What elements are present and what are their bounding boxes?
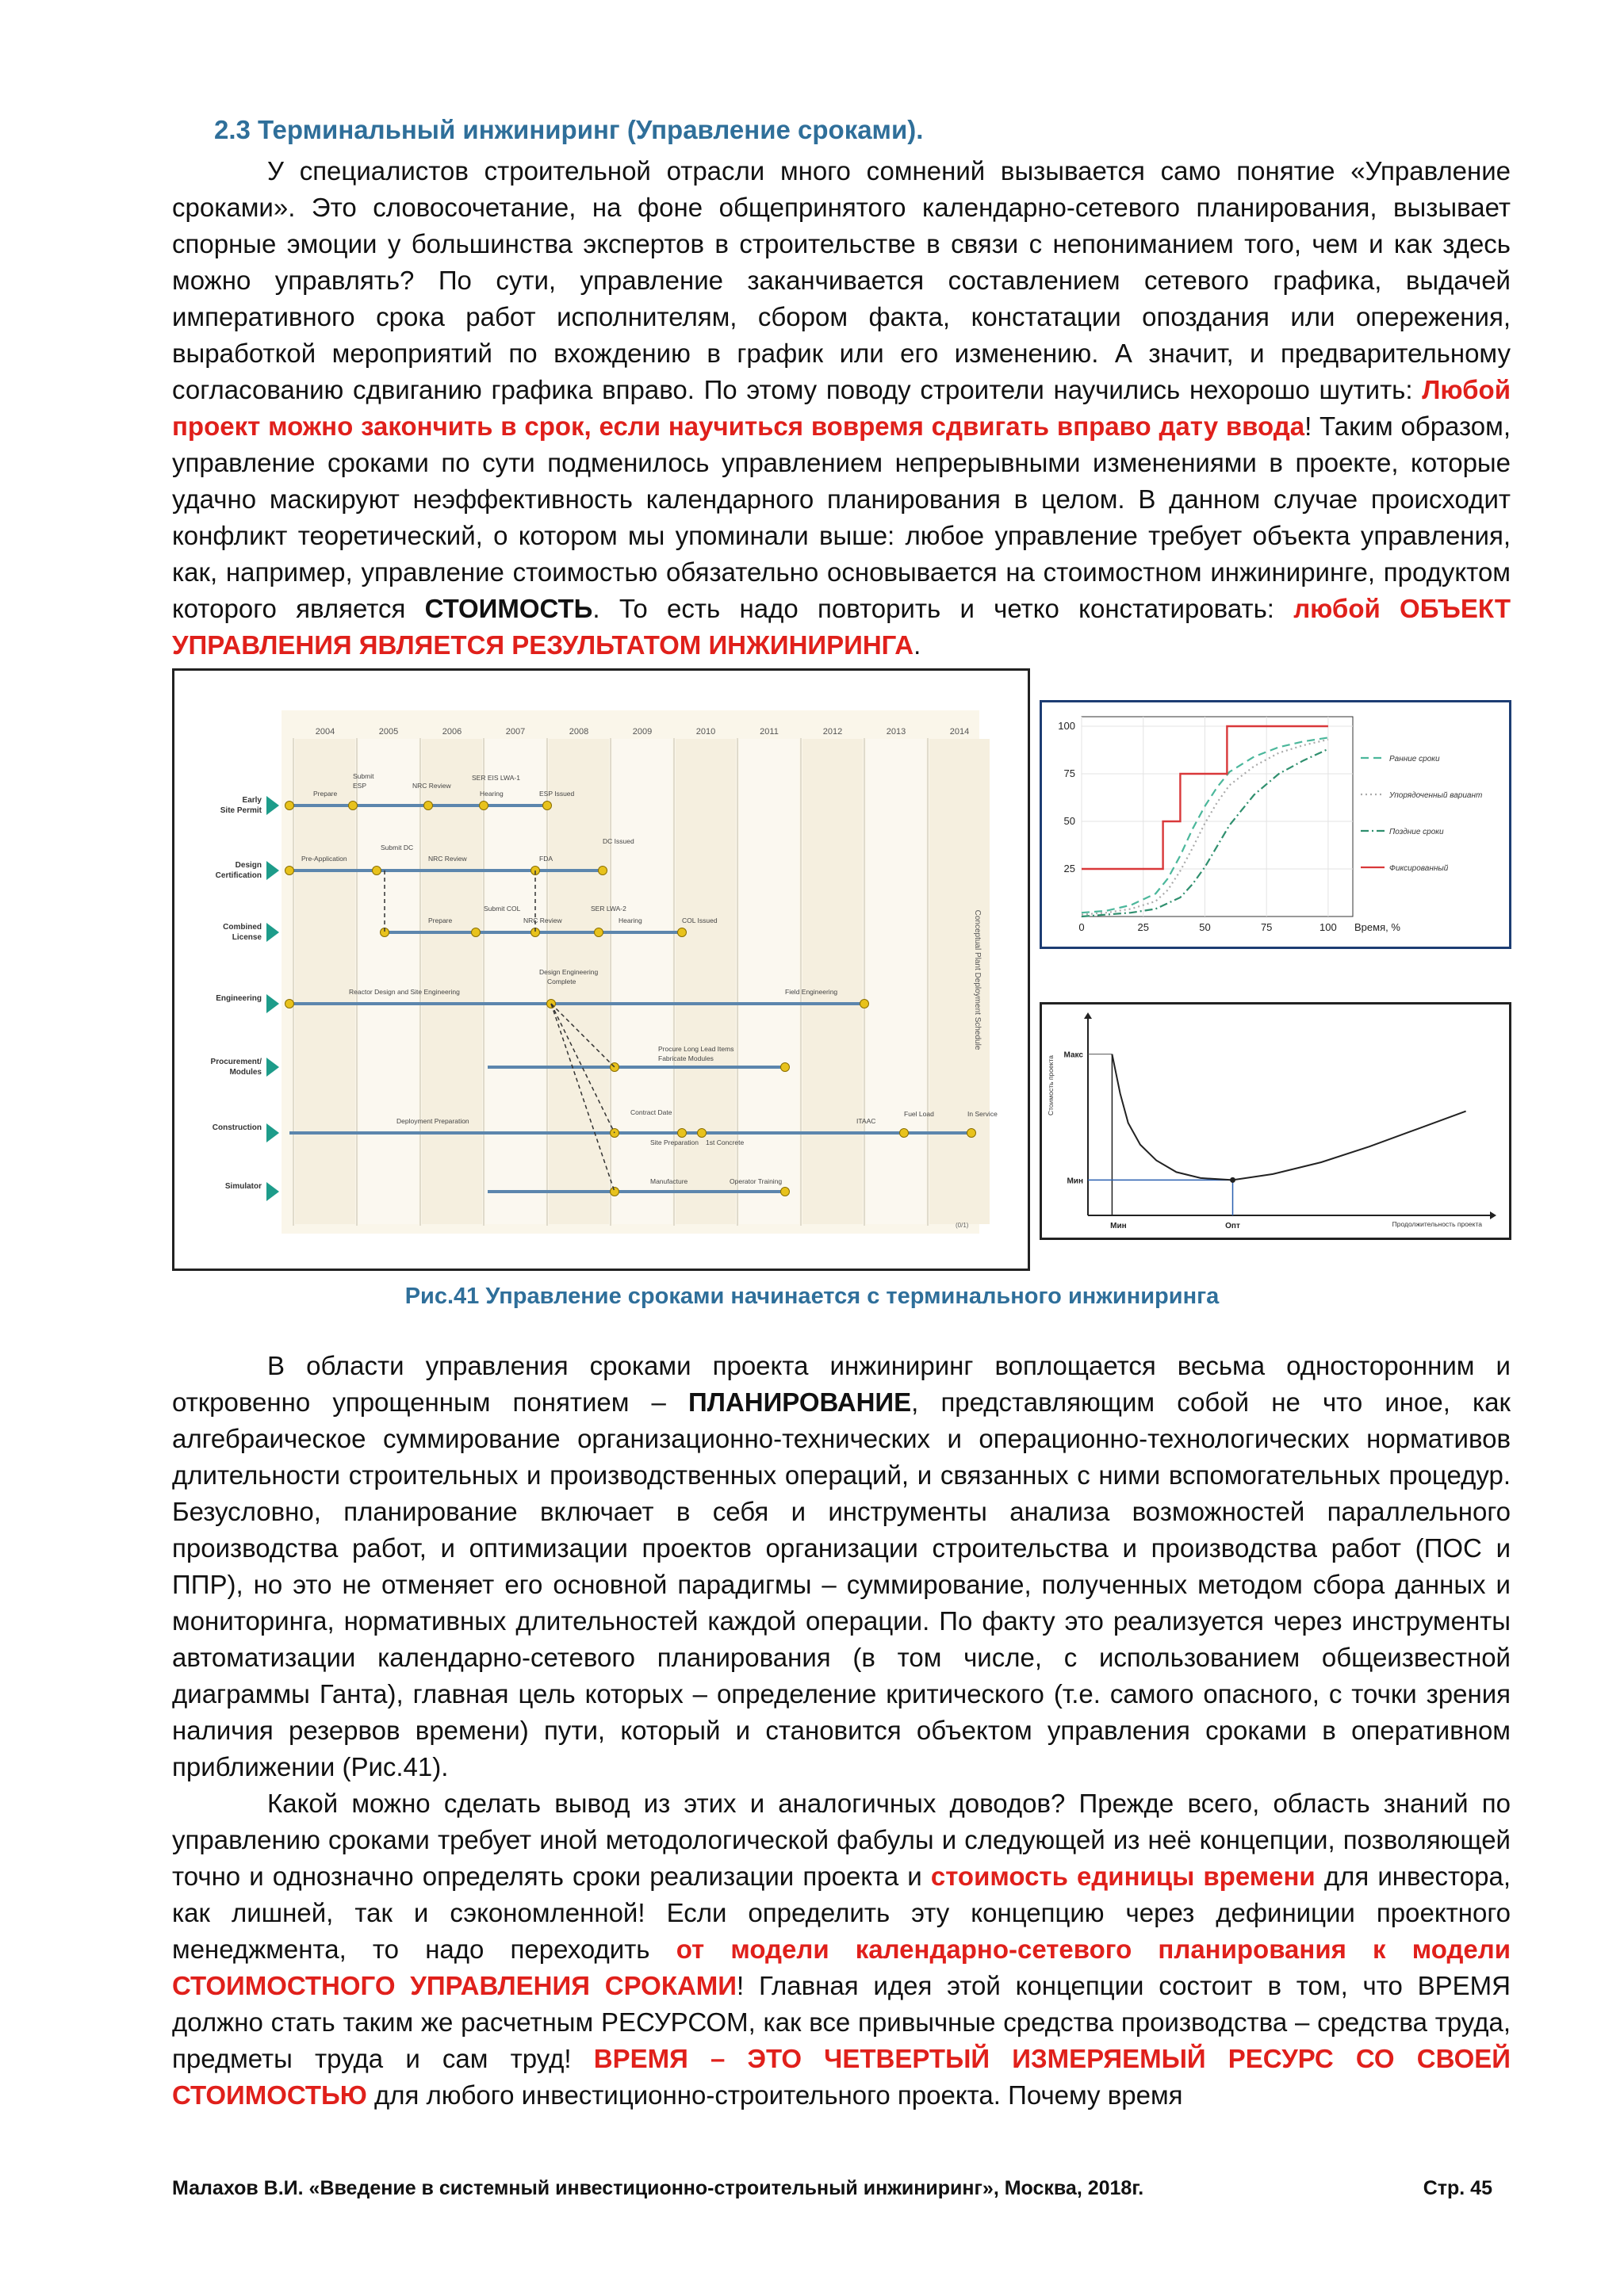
figure-gantt-schedule [172,668,1030,1271]
gantt-annotation: Hearing [619,916,642,924]
gantt-year-label: 2004 [315,727,335,737]
gantt-annotation: Contract Date [630,1108,672,1116]
gantt-annotation: NRC Review [523,916,562,924]
gantt-annotation: Fuel Load [904,1110,934,1118]
s-curve-chart [1042,702,1509,947]
p3-run-0: Какой можно сделать вывод из этих и аналогичных доводов? Прежде всего, область знаний по управлению сроками требует иной методологической фабулы и следующей из неё концепции, позволяющей точно и однозначно определять сроки реализации проекта и [172,1789,1511,1891]
gantt-row-label: Engineering [216,994,262,1003]
gantt-row-arrow-icon [266,923,279,942]
gantt-row-label: Modules [229,1068,262,1077]
gantt-year-label: 2005 [378,727,399,737]
gantt-milestone [698,1129,707,1138]
scurve-y-tick: 100 [1058,720,1075,732]
figure-s-curves [1040,700,1511,949]
gantt-milestone [543,802,552,810]
p3-run-5: ВРЕМЯ – ЭТО ЧЕТВЕРТЫЙ ИЗМЕРЯЕМЫЙ РЕСУРС СО СВОЕЙ СТОИМОСТЬЮ [172,2044,1511,2110]
gantt-year-band [866,739,926,1224]
gantt-milestone [373,867,381,875]
gantt-annotation: FDA [539,855,553,863]
scurve-x-tick: 50 [1199,921,1211,933]
p3-run-6: для любого инвестиционно-строительного проекта. Почему время [366,2080,1183,2110]
gantt-corner-note: (0/1) [956,1222,969,1229]
gantt-annotation: Design Engineering [539,968,599,976]
gantt-year-label: 2007 [505,727,526,737]
gantt-annotation: SER EIS LWA-1 [472,774,520,782]
scurve-x-tick: 100 [1320,921,1337,933]
gantt-year-band [802,739,863,1224]
gantt-row-label: Simulator [224,1182,262,1191]
gantt-row-label: Site Permit [220,806,262,815]
p3-run-2: для инвестора, как лишней, так и сэкономленной! Если определить эту концепцию через дефиниции проектного менеджмента, то надо переходить [172,1862,1511,1964]
gantt-milestone [285,867,294,875]
p1-run-0: У специалистов строительной отрасли много сомнений вызывается само понятие «Управление сроками». Это словосочетание, на фоне общепринятого календарно-сетевого планирования, вызывает спорные эмоции у большинства экспертов в строительстве в связи с непониманием того, чем и как здесь можно управлять? По сути, управление заканчивается составлением сетевого графика, выдачей императивного срока работ исполнителям, сбором факта, констатации опоздания или опережения, выработкой мероприятий по вхождению в график или его изменению. А значит, и предварительному согласованию сдвиганию графика вправо. По этому поводу строители научились нехорошо шутить: [172,156,1511,404]
gantt-year-band [676,739,736,1224]
gantt-annotation: Submit COL [484,905,521,913]
gantt-annotation: Procure Long Lead Items [658,1045,734,1053]
cost-y-label: Стоимость проекта [1047,1054,1055,1116]
gantt-row-label: Procurement/ [210,1058,262,1066]
section-heading: 2.3 Терминальный инжиниринг (Управление сроками). [214,115,924,144]
footer-citation: Малахов В.И. «Введение в системный инвестиционно-строительный инжиниринг», Москва, 2018г. [172,2177,1144,2199]
gantt-milestone [967,1129,976,1138]
gantt-row-arrow-icon [266,861,279,880]
gantt-milestone [472,928,481,937]
gantt-row-label: Design [235,861,262,870]
gantt-year-band [422,739,482,1224]
gantt-row-arrow-icon [266,1058,279,1077]
gantt-annotation: In Service [967,1110,998,1118]
gantt-annotation: Operator Training [730,1177,783,1185]
gantt-row-label: Combined [223,923,262,932]
scurve-y-tick: 25 [1063,863,1075,874]
gantt-row-arrow-icon [266,994,279,1013]
p1-run-3: СТОИМОСТЬ [424,594,593,623]
gantt-milestone [678,928,687,937]
gantt-milestone [285,802,294,810]
p2-run-1: ПЛАНИРОВАНИЕ [688,1387,912,1417]
gantt-year-label: 2008 [569,727,589,737]
cost-x-tick: Опт [1225,1222,1240,1230]
paragraph-2 [172,1348,1511,1785]
gantt-annotation: 1st Concrete [706,1138,745,1146]
gantt-annotation: Pre-Application [301,855,347,863]
gantt-year-band [295,739,355,1224]
gantt-milestone [781,1063,790,1072]
gantt-milestone [424,802,433,810]
gantt-annotation: Reactor Design and Site Engineering [349,988,460,996]
gantt-chart [174,671,1028,1269]
gantt-side-title: Conceptual Plant Deployment Schedule [973,909,982,1050]
scurve-legend-label: Упорядоченный вариант [1389,791,1483,800]
gantt-annotation: Fabricate Modules [658,1054,714,1062]
gantt-year-band [739,739,799,1224]
gantt-annotation: NRC Review [412,782,451,790]
p2-run-2: , представляющим собой не что иное, как алгебраическое суммирование организационно-технических и операционно-технологических нормативов длительности строительных и производственных операций, и связанных с ними вспомогательных процедур. Безусловно, планирование включает в себя и инструменты анализа возможностей параллельного производства работ, и оптимизации проектов организации строительства и производства работ (ПОС и ППР), но это не отменяет его основной парадигмы – суммирование, полученных методом сбора данных и мониторинга, нормативных длительностей каждой операции. По факту это реализуется через инструменты автоматизации календарно-сетевого планирования (в том числе, с использованием общеизвестной диаграммы Ганта), главная цель которых – определение критического (т.е. самого опасного, с точки зрения наличия резервов времени) пути, который и становится объектом управления сроками в оперативном приближении (Рис.41). [172,1387,1511,1781]
gantt-milestone [781,1188,790,1196]
gantt-annotation: Hearing [480,790,504,798]
gantt-annotation: Field Engineering [785,988,838,996]
gantt-milestone [860,1000,869,1008]
gantt-milestone [678,1129,687,1138]
gantt-annotation: Deployment Preparation [396,1117,469,1125]
p3-run-4: ! Главная идея этой концепции состоит в том, что ВРЕМЯ должно стать таким же расчетным РЕСУРСОМ, как все привычные средства производства – средства труда, предметы труда и сам труд! [172,1971,1511,2073]
gantt-row-label: Certification [215,871,262,880]
gantt-year-label: 2009 [632,727,653,737]
gantt-milestone [900,1129,909,1138]
page-footer [172,2177,1492,2200]
p1-run-1: Любой проект можно закончить в срок, если научиться вовремя сдвигать вправо дату ввода [172,375,1511,441]
p2-run-0: В области управления сроками проекта инжиниринг воплощается весьма односторонним и откровенно упрощенным понятием – [172,1351,1511,1417]
scurve-y-tick: 50 [1063,815,1075,827]
gantt-annotation: ESP Issued [539,790,575,798]
gantt-row-label: License [232,933,262,942]
cost-y-tick: Макс [1063,1050,1083,1060]
gantt-year-band [485,739,546,1224]
gantt-year-label: 2010 [695,727,716,737]
gantt-milestone [480,802,488,810]
cost-x-axis-arrow-icon [1490,1211,1496,1219]
figure-cost-duration [1040,1002,1511,1240]
gantt-annotation: ITAAC [856,1117,876,1125]
scurve-legend-label: Поздние сроки [1389,828,1444,836]
gantt-row-label: Early [242,796,262,805]
scurve-plot-area [1082,717,1353,916]
cost-y-tick: Мин [1067,1177,1083,1186]
gantt-milestone [595,928,603,937]
p3-run-3: от модели календарно-сетевого планирования к модели СТОИМОСТНОГО УПРАВЛЕНИЯ СРОКАМИ [172,1934,1511,2000]
gantt-row-arrow-icon [266,1182,279,1201]
p3-run-1: стоимость единицы времени [930,1862,1316,1891]
gantt-annotation: SER LWA-2 [591,905,626,913]
p1-run-2: ! Таким образом, управление сроками по сути подменилось управлением непрерывными изменениями в проекте, которые удачно маскируют неэффективность календарного планирования в целом. В данном случае происходит конфликт теоретический, о котором мы упоминали выше: любое управление требует объекта управления, как, например, управление стоимостью обязательно основывается на стоимостном инжиниринге, продуктом которого является [172,411,1511,623]
gantt-year-label: 2012 [822,727,843,737]
gantt-annotation: Complete [547,978,576,985]
gantt-row-arrow-icon [266,796,279,815]
cost-duration-chart [1042,1004,1509,1238]
cost-y-axis-arrow-icon [1084,1012,1092,1019]
gantt-annotation: Submit DC [381,844,414,851]
gantt-year-band [612,739,672,1224]
scurve-y-tick: 75 [1063,767,1075,779]
gantt-annotation: Site Preparation [650,1138,699,1146]
gantt-annotation: Submit [353,772,374,780]
gantt-year-band [358,739,419,1224]
paragraph-1 [172,153,1511,664]
gantt-row-arrow-icon [266,1123,279,1142]
cost-optimum-point [1230,1177,1235,1183]
cost-curve [1112,1054,1465,1181]
page-number: Стр. 45 [1423,2177,1492,2199]
gantt-year-label: 2013 [886,727,906,737]
cost-x-tick: Мин [1110,1222,1127,1230]
gantt-annotation: Manufacture [650,1177,688,1185]
gantt-annotation: COL Issued [682,916,718,924]
scurve-legend-label: Фиксированный [1389,864,1449,873]
gantt-annotation: ESP [353,782,367,790]
cost-x-label: Продолжительность проекта [1392,1220,1482,1228]
p1-run-6: . [914,630,921,660]
scurve-x-tick: 0 [1078,921,1085,933]
gantt-milestone [285,1000,294,1008]
scurve-x-label: Время, % [1354,921,1400,933]
gantt-annotation: Prepare [313,790,338,798]
gantt-annotation: DC Issued [603,837,634,845]
gantt-annotation: NRC Review [428,855,467,863]
gantt-milestone [349,802,358,810]
gantt-row-label: Construction [212,1123,262,1132]
figure-caption: Рис.41 Управление сроками начинается с терминального инжиниринга [404,1284,1220,1309]
paragraph-3 [172,1785,1511,2114]
gantt-year-label: 2011 [760,727,779,737]
gantt-milestone [599,867,607,875]
gantt-year-label: 2014 [949,727,970,737]
p1-run-4: . То есть надо повторить и четко констатировать: [592,594,1294,623]
scurve-legend-label: Ранние сроки [1389,755,1440,763]
scurve-x-tick: 75 [1260,921,1273,933]
gantt-year-label: 2006 [442,727,462,737]
p1-run-5: любой ОБЪЕКТ УПРАВЛЕНИЯ ЯВЛЯЕТСЯ РЕЗУЛЬТАТОМ ИНЖИНИРИНГА [172,594,1511,660]
gantt-annotation: Prepare [428,916,453,924]
scurve-x-tick: 25 [1137,921,1149,933]
